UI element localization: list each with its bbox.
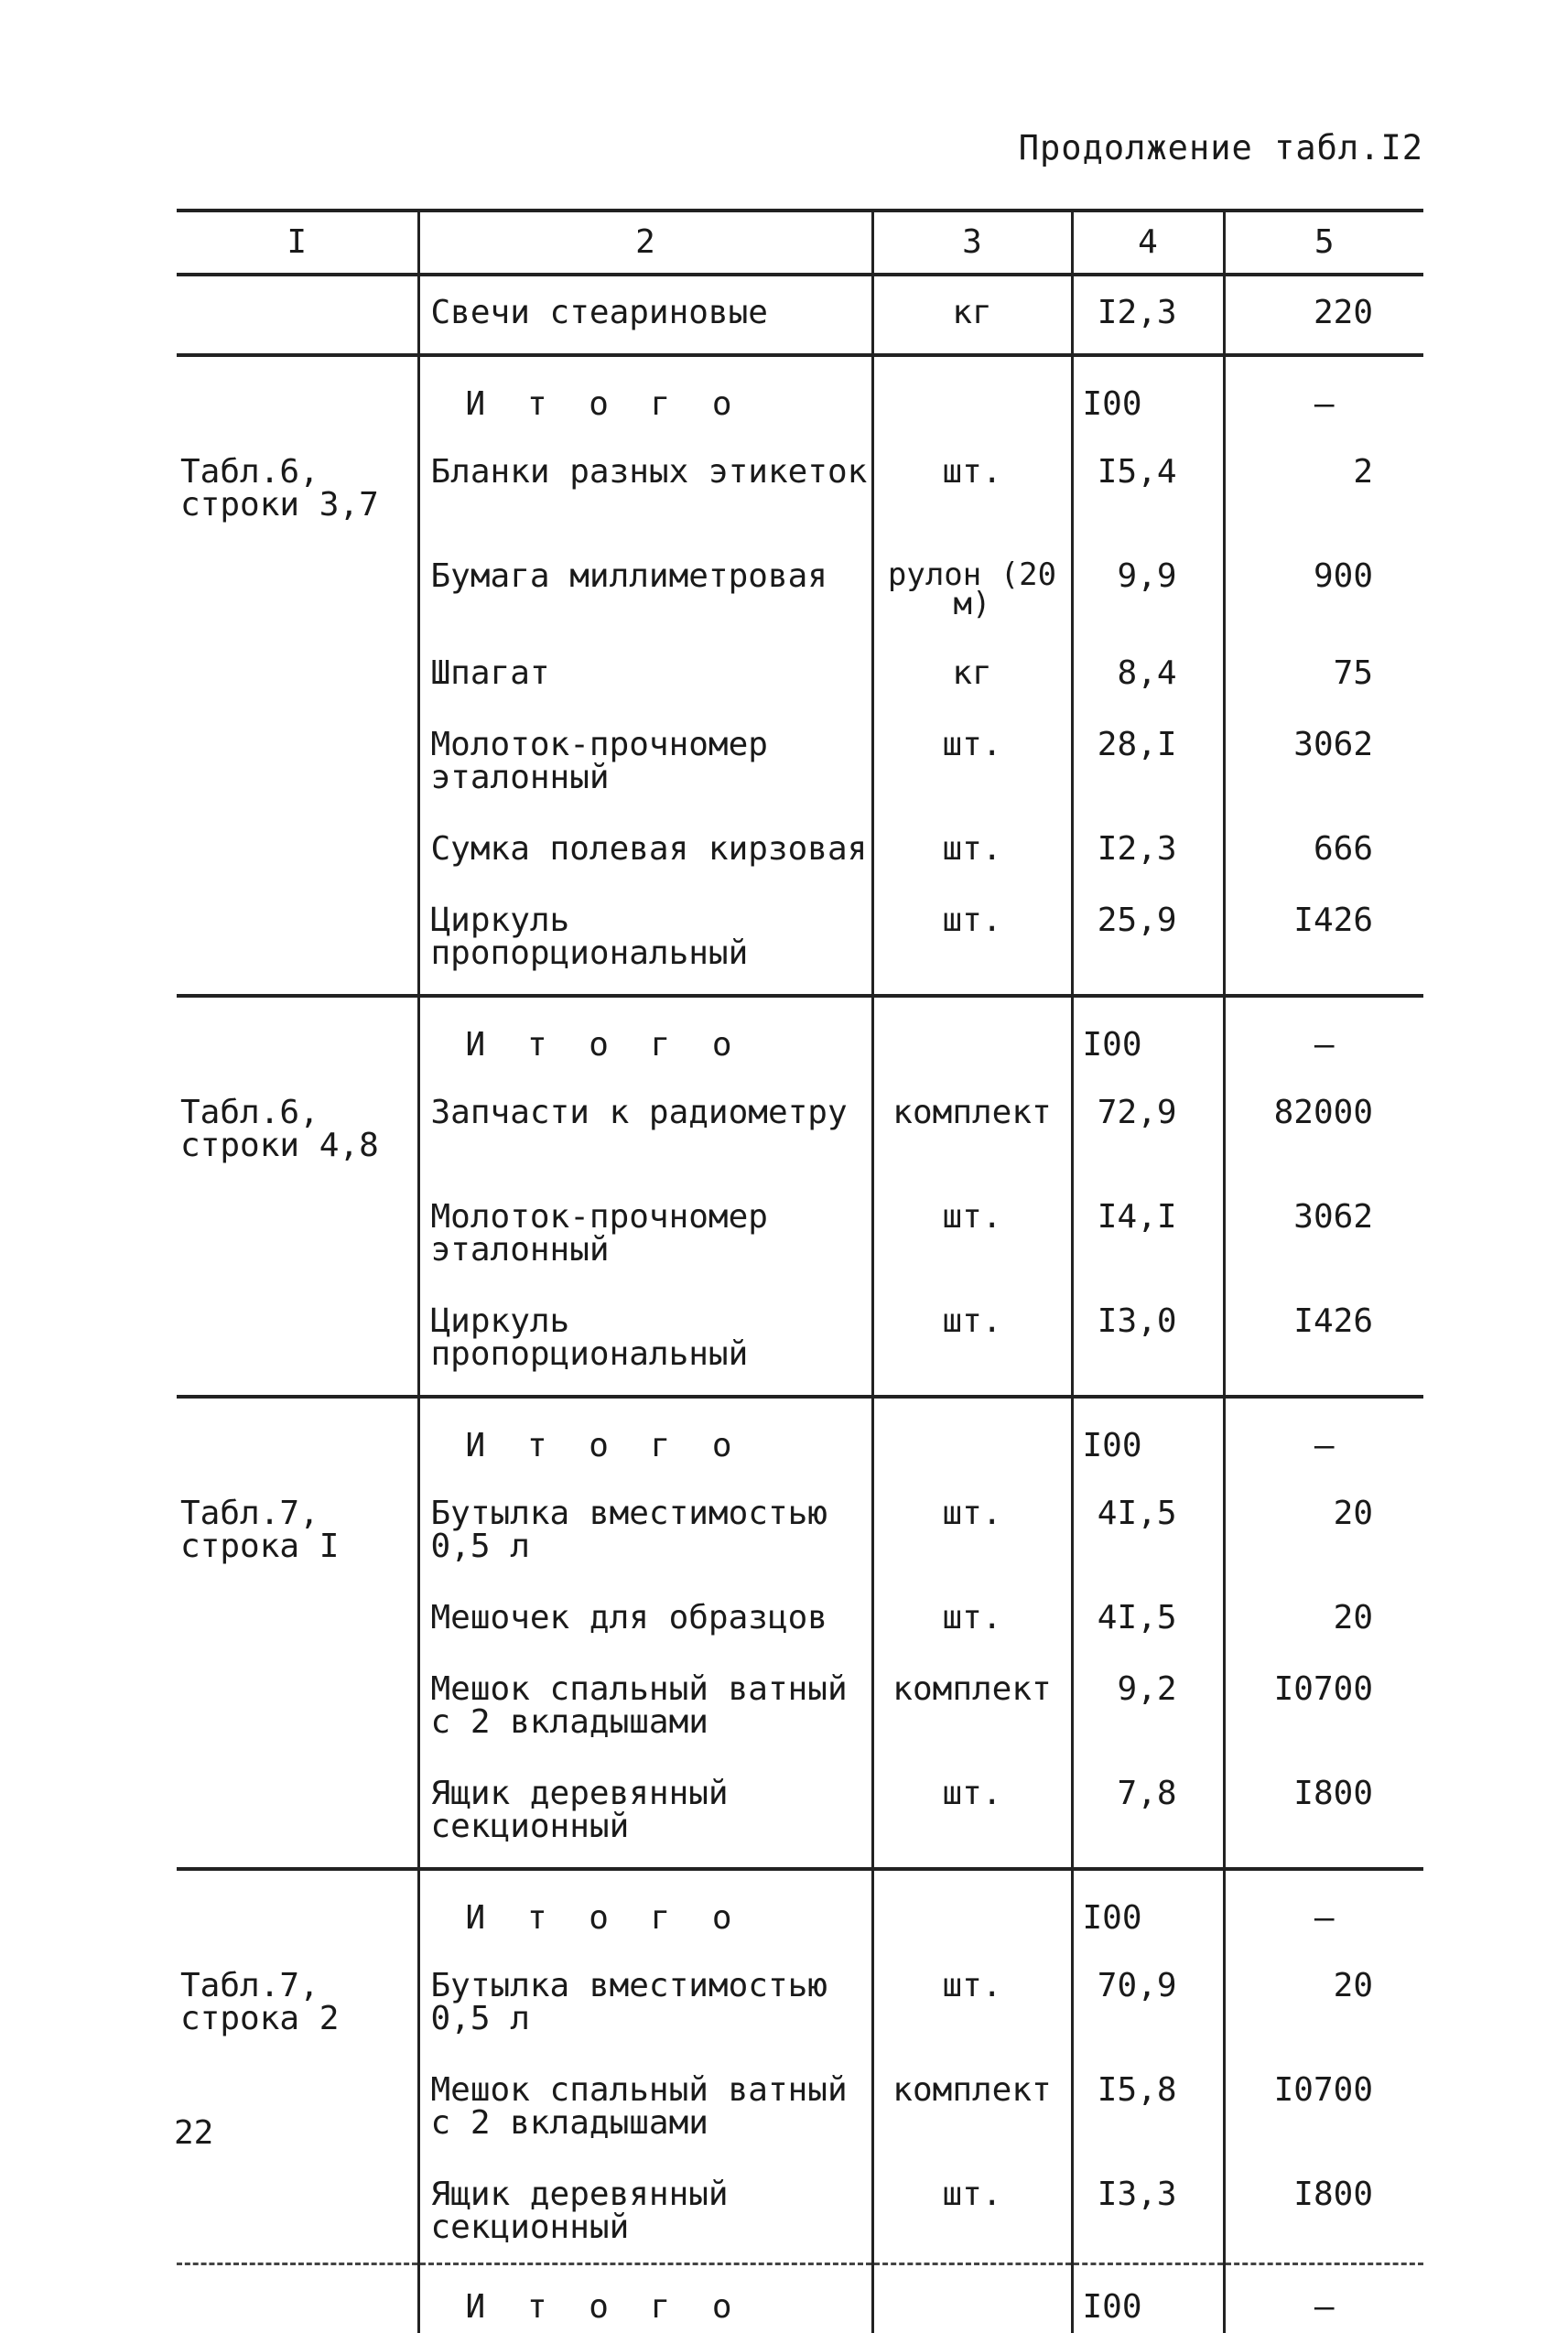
price-cell: 20 [1224, 1950, 1423, 2054]
table-row [177, 813, 1423, 884]
unit-cell: комплект [872, 1076, 1072, 1181]
share-cell: I3,3 [1072, 2158, 1224, 2264]
item-name-cell: Ящик деревянный секционный [418, 2158, 872, 2264]
table-row [177, 436, 1423, 540]
price-cell: – [1224, 996, 1423, 1076]
unit-cell: шт. [872, 1582, 1072, 1653]
share-cell: I3,0 [1072, 1285, 1224, 1397]
price-cell: – [1224, 2264, 1423, 2333]
item-name-cell: Ящик деревянный секционный [418, 1757, 872, 1869]
reference-cell [177, 884, 418, 996]
column-header: 3 [872, 211, 1072, 275]
item-name-cell: Циркуль пропорциональный [418, 884, 872, 996]
price-cell: 82000 [1224, 1076, 1423, 1181]
unit-cell: кг [872, 275, 1072, 355]
materials-table [177, 209, 1423, 2333]
reference-cell [177, 1653, 418, 1757]
reference-cell [177, 1757, 418, 1869]
total-label-cell: И т о г о [418, 1397, 872, 1477]
item-name-cell: Шпагат [418, 637, 872, 708]
table-row [177, 1757, 1423, 1869]
item-name-cell: Свечи стеариновые [418, 275, 872, 355]
share-cell: 70,9 [1072, 1950, 1224, 2054]
share-cell: 25,9 [1072, 884, 1224, 996]
price-cell: I426 [1224, 1285, 1423, 1397]
unit-cell: шт. [872, 1477, 1072, 1582]
price-cell: I800 [1224, 1757, 1423, 1869]
reference-cell [177, 1582, 418, 1653]
price-cell: I0700 [1224, 2054, 1423, 2158]
reference-cell [177, 1285, 418, 1397]
unit-cell [872, 1869, 1072, 1950]
share-cell: 4I,5 [1072, 1477, 1224, 1582]
unit-cell [872, 996, 1072, 1076]
table-row [177, 884, 1423, 996]
total-label-cell: И т о г о [418, 1869, 872, 1950]
item-name-cell: Циркуль пропорциональный [418, 1285, 872, 1397]
unit-cell: кг [872, 637, 1072, 708]
page-number: 22 [174, 2114, 213, 2152]
price-cell: – [1224, 1397, 1423, 1477]
share-cell: 9,2 [1072, 1653, 1224, 1757]
table-row [177, 1582, 1423, 1653]
reference-cell [177, 813, 418, 884]
price-cell: I0700 [1224, 1653, 1423, 1757]
total-label-cell: И т о г о [418, 2264, 872, 2333]
price-cell: 3062 [1224, 1181, 1423, 1285]
table-row [177, 1477, 1423, 1582]
item-name-cell: Бланки разных этикеток [418, 436, 872, 540]
item-name-cell: Бутылка вместимостью 0,5 л [418, 1477, 872, 1582]
price-cell: – [1224, 355, 1423, 436]
reference-cell [177, 637, 418, 708]
reference-cell [177, 2264, 418, 2333]
reference-cell: Табл.7, строка 2 [177, 1950, 418, 2054]
share-cell: I00 [1072, 1397, 1224, 1477]
reference-cell [177, 540, 418, 637]
total-row [177, 996, 1423, 1076]
unit-cell: шт. [872, 1285, 1072, 1397]
price-cell: – [1224, 1869, 1423, 1950]
table-row [177, 637, 1423, 708]
table-row [177, 1181, 1423, 1285]
unit-cell [872, 1397, 1072, 1477]
share-cell: 72,9 [1072, 1076, 1224, 1181]
unit-cell: шт. [872, 1950, 1072, 2054]
column-number-row [177, 211, 1423, 275]
table-row [177, 708, 1423, 813]
reference-cell [177, 355, 418, 436]
reference-cell: Табл.6, строки 3,7 [177, 436, 418, 540]
reference-cell [177, 708, 418, 813]
total-label-cell: И т о г о [418, 996, 872, 1076]
item-name-cell: Молоток-прочномер эталонный [418, 1181, 872, 1285]
column-header: 2 [418, 211, 872, 275]
share-cell: 9,9 [1072, 540, 1224, 637]
reference-cell [177, 1397, 418, 1477]
unit-cell: шт. [872, 708, 1072, 813]
item-name-cell: Сумка полевая кирзовая [418, 813, 872, 884]
total-row [177, 1869, 1423, 1950]
table-row [177, 540, 1423, 637]
item-name-cell: Бутылка вместимостью 0,5 л [418, 1950, 872, 2054]
table-row [177, 1653, 1423, 1757]
share-cell: I00 [1072, 2264, 1224, 2333]
reference-cell [177, 1869, 418, 1950]
item-name-cell: Бумага миллиметровая [418, 540, 872, 637]
unit-cell: шт. [872, 1757, 1072, 1869]
table-row [177, 1285, 1423, 1397]
item-name-cell: Молоток-прочномер эталонный [418, 708, 872, 813]
unit-cell [872, 2264, 1072, 2333]
price-cell: I426 [1224, 884, 1423, 996]
share-cell: I4,I [1072, 1181, 1224, 1285]
price-cell: 75 [1224, 637, 1423, 708]
column-header: 4 [1072, 211, 1224, 275]
price-cell: 2 [1224, 436, 1423, 540]
share-cell: 7,8 [1072, 1757, 1224, 1869]
item-name-cell: Мешок спальный ватный с 2 вкладышами [418, 2054, 872, 2158]
price-cell: 220 [1224, 275, 1423, 355]
column-header: 5 [1224, 211, 1423, 275]
item-name-cell: Мешочек для образцов [418, 1582, 872, 1653]
table-row [177, 2158, 1423, 2264]
price-cell: 900 [1224, 540, 1423, 637]
unit-cell: комплект [872, 1653, 1072, 1757]
reference-cell: Табл.7, строка I [177, 1477, 418, 1582]
share-cell: I00 [1072, 1869, 1224, 1950]
share-cell: I5,4 [1072, 436, 1224, 540]
table-row [177, 2054, 1423, 2158]
price-cell: 666 [1224, 813, 1423, 884]
reference-cell [177, 2158, 418, 2264]
reference-cell [177, 1181, 418, 1285]
table-row [177, 1950, 1423, 2054]
share-cell: 8,4 [1072, 637, 1224, 708]
unit-cell: шт. [872, 2158, 1072, 2264]
share-cell: I00 [1072, 355, 1224, 436]
price-cell: 20 [1224, 1477, 1423, 1582]
unit-cell: шт. [872, 436, 1072, 540]
unit-cell: шт. [872, 884, 1072, 996]
unit-cell [872, 355, 1072, 436]
table-row [177, 275, 1423, 355]
share-cell: 28,I [1072, 708, 1224, 813]
column-header: I [177, 211, 418, 275]
share-cell: I2,3 [1072, 275, 1224, 355]
item-name-cell: Мешок спальный ватный с 2 вкладышами [418, 1653, 872, 1757]
table-row [177, 1076, 1423, 1181]
share-cell: I00 [1072, 996, 1224, 1076]
unit-cell: комплект [872, 2054, 1072, 2158]
price-cell: 20 [1224, 1582, 1423, 1653]
item-name-cell: Запчасти к радиометру [418, 1076, 872, 1181]
table-continuation-heading: Продолжение табл.I2 [1019, 128, 1423, 167]
price-cell: 3062 [1224, 708, 1423, 813]
share-cell: I2,3 [1072, 813, 1224, 884]
unit-cell: рулон (20 м) [872, 540, 1072, 637]
share-cell: I5,8 [1072, 2054, 1224, 2158]
total-label-cell: И т о г о [418, 355, 872, 436]
share-cell: 4I,5 [1072, 1582, 1224, 1653]
price-cell: I800 [1224, 2158, 1423, 2264]
unit-cell: шт. [872, 813, 1072, 884]
total-row [177, 355, 1423, 436]
reference-cell [177, 996, 418, 1076]
reference-cell [177, 275, 418, 355]
reference-cell: Табл.6, строки 4,8 [177, 1076, 418, 1181]
unit-cell: шт. [872, 1181, 1072, 1285]
total-row [177, 1397, 1423, 1477]
total-row [177, 2264, 1423, 2333]
